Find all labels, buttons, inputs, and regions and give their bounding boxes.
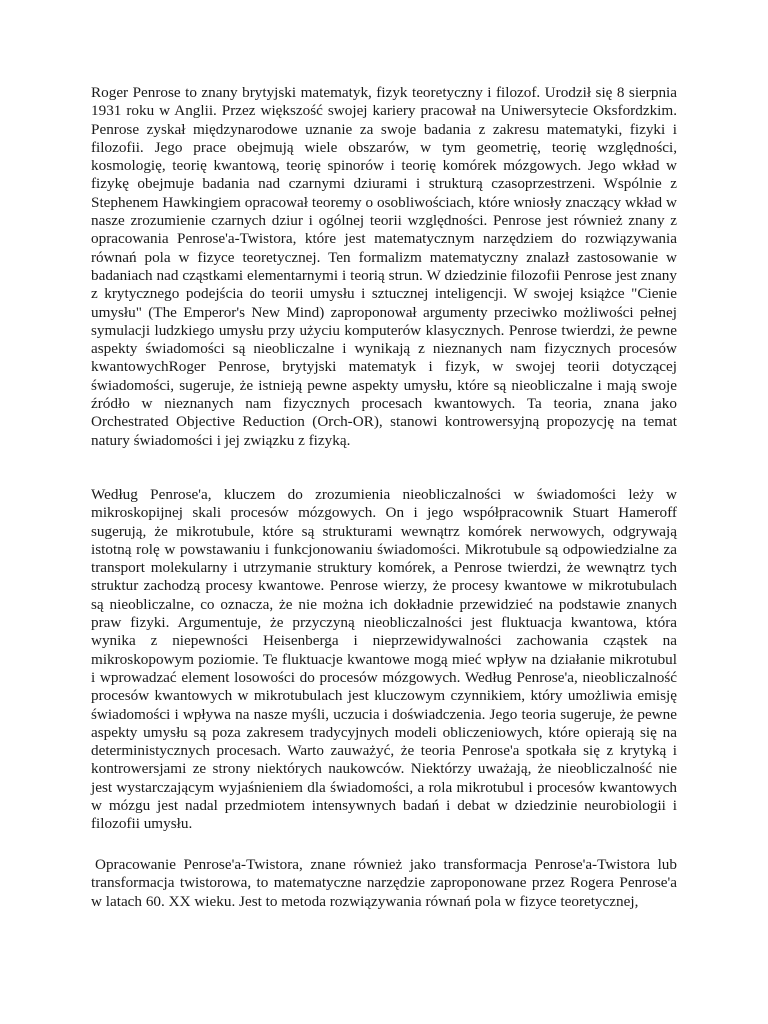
- paragraph-3: Opracowanie Penrose'a-Twistora, znane również jako transformacja Penrose'a-Twistora lub transformacja twistorowa, to matematyczne narzędzie zaproponowane przez Rogera Penrose'a w latach 60. XX wieku. Jest to metoda rozwiązywania równań pola w fizyce teoretycznej,: [91, 856, 677, 910]
- paragraph-1: Roger Penrose to znany brytyjski matematyk, fizyk teoretyczny i filozof. Urodził się 8 sierpnia 1931 roku w Anglii. Przez większość swojej kariery pracował na Uniwersytecie Oksfordzkim. Penrose zyskał międzynarodowe uznanie za swoje badania z zakresu matematyki, fizyki i filozofii. Jego prace obejmują wiele obszarów, w tym geometrię, teorię względności, kosmologię, teorię kwantową, teorię spinorów i teorię komórek mózgowych. Jego wkład w fizykę obejmuje badania nad czarnymi dziurami i strukturą czasoprzestrzeni. Wspólnie z Stephenem Hawkingiem opracował teoremy o osobliwościach, które wniosły znaczący wkład w nasze zrozumienie czarnych dziur i ogólnej teorii względności. Penrose jest również znany z opracowania Penrose'a-Twistora, które jest matematycznym narzędziem do rozwiązywania równań pola w fizyce teoretycznej. Ten formalizm matematyczny znalazł zastosowanie w badaniach nad cząstkami elementarnymi i teorią strun. W dziedzinie filozofii Penrose jest znany z krytycznego podejścia do teorii umysłu i sztucznej inteligencji. W swojej książce "Cienie umysłu" (The Emperor's New Mind) zaproponował argumenty przeciwko możliwości pełnej symulacji ludzkiego umysłu przy użyciu komputerów klasycznych. Penrose twierdzi, że pewne aspekty świadomości są nieobliczalne i wynikają z nieznanych nam fizycznych procesów kwantowychRoger Penrose, brytyjski matematyk i fizyk, w swojej teorii dotyczącej świadomości, sugeruje, że istnieją pewne aspekty umysłu, które są nieobliczalne i mają swoje źródło w nieznanych nam fizycznych procesach kwantowych. Ta teoria, znana jako Orchestrated Objective Reduction (Orch-OR), stanowi kontrowersyjną propozycję na temat natury świadomości i jej związku z fizyką.: [91, 84, 677, 449]
- paragraph-2: Według Penrose'a, kluczem do zrozumienia nieobliczalności w świadomości leży w mikroskopijnej skali procesów mózgowych. On i jego współpracownik Stuart Hameroff sugerują, że mikrotubule, które są strukturami wewnątrz komórek nerwowych, odgrywają istotną rolę w powstawaniu i funkcjonowaniu świadomości. Mikrotubule są odpowiedzialne za transport molekularny i utrzymanie struktury komórek, a Penrose twierdzi, że wewnątrz tych struktur zachodzą procesy kwantowe. Penrose wierzy, że procesy kwantowe w mikrotubulach są nieobliczalne, co oznacza, że nie można ich dokładnie przewidzieć na podstawie znanych praw fizyki. Argumentuje, że przyczyną nieobliczalności jest fluktuacja kwantowa, która wynika z niepewności Heisenberga i nieprzewidywalności zachowania cząstek na mikroskopowym poziomie. Te fluktuacje kwantowe mogą mieć wpływ na działanie mikrotubul i wprowadzać element losowości do procesów mózgowych. Według Penrose'a, nieobliczalność procesów kwantowych w mikrotubulach jest kluczowym czynnikiem, który umożliwia emisję świadomości i wpływa na nasze myśli, uczucia i doświadczenia. Jego teoria sugeruje, że pewne aspekty umysłu są poza zakresem tradycyjnych modeli obliczeniowych, które opierają się na deterministycznych procesach. Warto zauważyć, że teoria Penrose'a spotkała się z krytyką i kontrowersjami ze strony niektórych naukowców. Niektórzy uważają, że nieobliczalność nie jest wystarczającym wyjaśnieniem dla świadomości, a rola mikrotubul i procesów kwantowych w mózgu jest nadal przedmiotem intensywnych badań i debat w dziedzinie neurobiologii i filozofii umysłu.: [91, 486, 677, 833]
